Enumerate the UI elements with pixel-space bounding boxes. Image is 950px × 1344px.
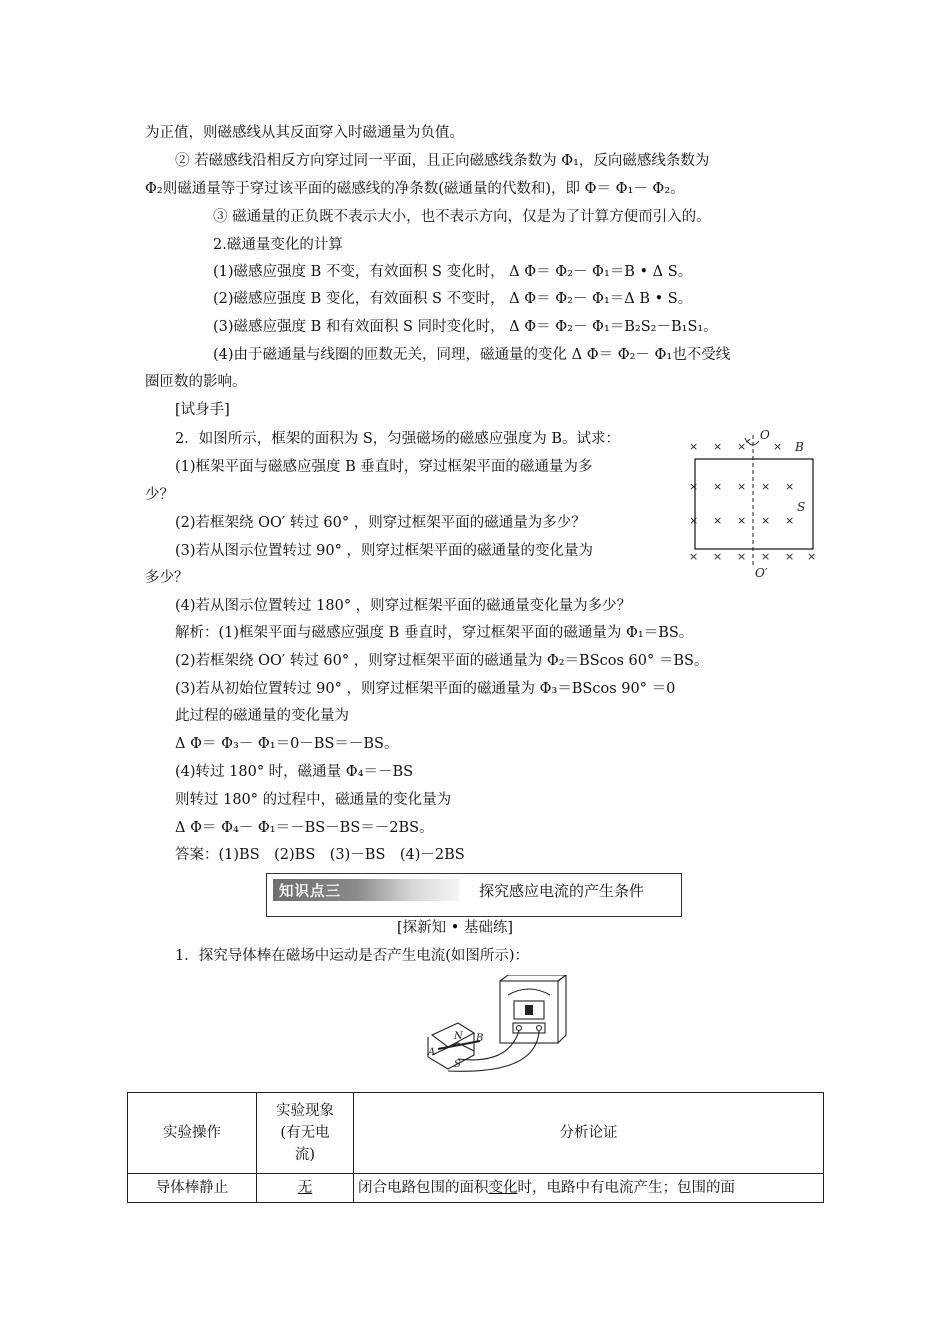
solution-3b: 此过程的磁通量的变化量为 [175, 708, 349, 724]
question-3-cont: 多少？ [145, 570, 189, 586]
cross: × [737, 440, 747, 453]
experiment-table [127, 1092, 824, 1203]
cross: × [713, 440, 723, 453]
cross: × [773, 440, 783, 453]
cross: × [785, 550, 795, 563]
label-a: A [428, 1047, 436, 1058]
solution-2: (2)若框架绕 OO′ 转过 60° ，则穿过框架平面的磁通量为 Φ₂＝BScos 60° ＝BS。 [175, 653, 709, 669]
wire-a [458, 1031, 519, 1060]
analysis-underlined: 变化 [488, 1180, 518, 1196]
label-b: B [476, 1033, 484, 1044]
cross: × [689, 550, 699, 563]
sub-heading: [探新知 • 基础练] [397, 920, 514, 936]
solution-1: 解析：(1)框架平面与磁感应强度 B 垂直时，穿过框架平面的磁通量为 Φ₁＝BS。 [175, 625, 694, 641]
text-line-9: (4)由于磁通量与线圈的匝数无关，同理，磁通量的变化 Δ Φ＝ Φ₂－ Φ₁也不受线 [213, 347, 731, 363]
label-s: S [797, 500, 806, 514]
solution-4b: 则转过 180° 的过程中，磁通量的变化量为 [175, 792, 452, 808]
galvanometer-top [500, 975, 566, 981]
terminal-plate [513, 1023, 545, 1033]
question-intro: 2．如图所示，框架的面积为 S，匀强磁场的磁感应强度为 B。试求： [175, 431, 621, 447]
galvanometer-side [558, 975, 566, 1043]
cross: × [807, 550, 817, 563]
cross: × [761, 514, 771, 527]
cross: × [713, 550, 723, 563]
question-3: (3)若从图示位置转过 90° ，则穿过框架平面的磁通量的变化量为 [175, 543, 593, 559]
cross: × [737, 480, 747, 493]
terminal-right [537, 1026, 542, 1031]
galvanometer-figure [418, 975, 568, 1083]
question-4: (4)若从图示位置转过 180° ，则穿过框架平面的磁通量变化量为多少？ [175, 598, 632, 614]
label-b: B [795, 440, 804, 454]
knowledge-point-label: 知识点三 [279, 884, 341, 900]
knowledge-point-tag [273, 879, 459, 901]
meter-needle-block [525, 1005, 533, 1015]
solution-4: (4)转过 180° 时，磁通量 Φ₄＝－BS [175, 764, 414, 780]
cross: × [785, 480, 795, 493]
terminal-left [517, 1026, 522, 1031]
table-row [128, 1174, 824, 1203]
label-o: O [760, 428, 770, 442]
cell-operation: 导体棒静止 [128, 1174, 257, 1203]
analysis-text-a: 闭合电路包围的面积 [358, 1180, 489, 1196]
solution-3c: Δ Φ＝ Φ₃－ Φ₁＝0－BS＝－BS。 [175, 736, 399, 752]
text-line-2: ② 若磁感线沿相反方向穿过同一平面，且正向磁感线条数为 Φ₁，反向磁感线条数为 [175, 153, 710, 169]
question-1-cont: 少？ [145, 487, 174, 503]
text-line-3: Φ₂则磁通量等于穿过该平面的磁感线的净条数(磁通量的代数和)，即 Φ＝ Φ₁－ Φ₂。 [145, 181, 685, 197]
text-line-8: (3)磁感应强度 B 和有效面积 S 同时变化时， Δ Φ＝ Φ₂－ Φ₁＝B₂S₂－B₁S₁。 [213, 319, 718, 335]
text-line-1: 为正值，则磁感线从其反面穿入时磁通量为负值。 [145, 125, 464, 141]
label-s: S [454, 1059, 461, 1070]
cross: × [689, 440, 699, 453]
meter-dial [508, 989, 550, 995]
knowledge-point-box [266, 873, 682, 917]
cross: × [737, 514, 747, 527]
text-line-4: ③ 磁通量的正负既不表示大小，也不表示方向，仅是为了计算方便而引入的。 [213, 209, 711, 225]
cross: × [713, 480, 723, 493]
section-heading: 2.磁通量变化的计算 [213, 237, 343, 253]
knowledge-point-title: 探究感应电流的产生条件 [479, 882, 645, 900]
magnetic-frame-figure [685, 425, 820, 585]
cross: × [761, 550, 771, 563]
text-line-6: (1)磁感应强度 B 不变，有效面积 S 变化时， Δ Φ＝ Φ₂－ Φ₁＝B • Δ S。 [213, 264, 693, 280]
cross: × [689, 514, 699, 527]
header-analysis: 分析论证 [354, 1093, 824, 1174]
experiment-intro: 1．探究导体棒在磁场中运动是否产生电流(如图所示)： [175, 948, 530, 964]
solution-4c: Δ Φ＝ Φ₄－ Φ₁＝－BS－BS＝－2BS。 [175, 820, 434, 836]
label-o-prime: O′ [755, 566, 768, 580]
try-heading: [试身手] [175, 402, 230, 418]
cross: × [689, 480, 699, 493]
cross: × [713, 514, 723, 527]
question-2: (2)若框架绕 OO′ 转过 60° ，则穿过框架平面的磁通量为多少？ [175, 515, 586, 531]
text-line-7: (2)磁感应强度 B 变化，有效面积 S 不变时， Δ Φ＝ Φ₂－ Φ₁＝Δ B • S。 [213, 291, 693, 307]
frame-rect [695, 459, 813, 549]
cross: × [737, 550, 747, 563]
header-phenomenon: 实验现象 (有无电 流) [257, 1093, 354, 1174]
analysis-text-b: 时，电路中有电流产生；包围的面 [517, 1180, 735, 1196]
answer-line: 答案：(1)BS (2)BS (3)－BS (4)－2BS [175, 847, 465, 863]
solution-3: (3)若从初始位置转过 90° ，则穿过框架平面的磁通量为 Φ₃＝BScos 90° ＝0 [175, 681, 676, 697]
cross: × [761, 480, 771, 493]
table-header-row [128, 1093, 824, 1174]
cross: × [785, 514, 795, 527]
label-n: N [454, 1031, 463, 1042]
question-1: (1)框架平面与磁感应强度 B 垂直时，穿过框架平面的磁通量为多 [175, 459, 593, 475]
header-operation: 实验操作 [128, 1093, 257, 1174]
text-line-10: 圈匝数的影响。 [145, 374, 247, 390]
cell-analysis [354, 1174, 824, 1203]
cell-phenomenon: 无 [257, 1174, 354, 1203]
